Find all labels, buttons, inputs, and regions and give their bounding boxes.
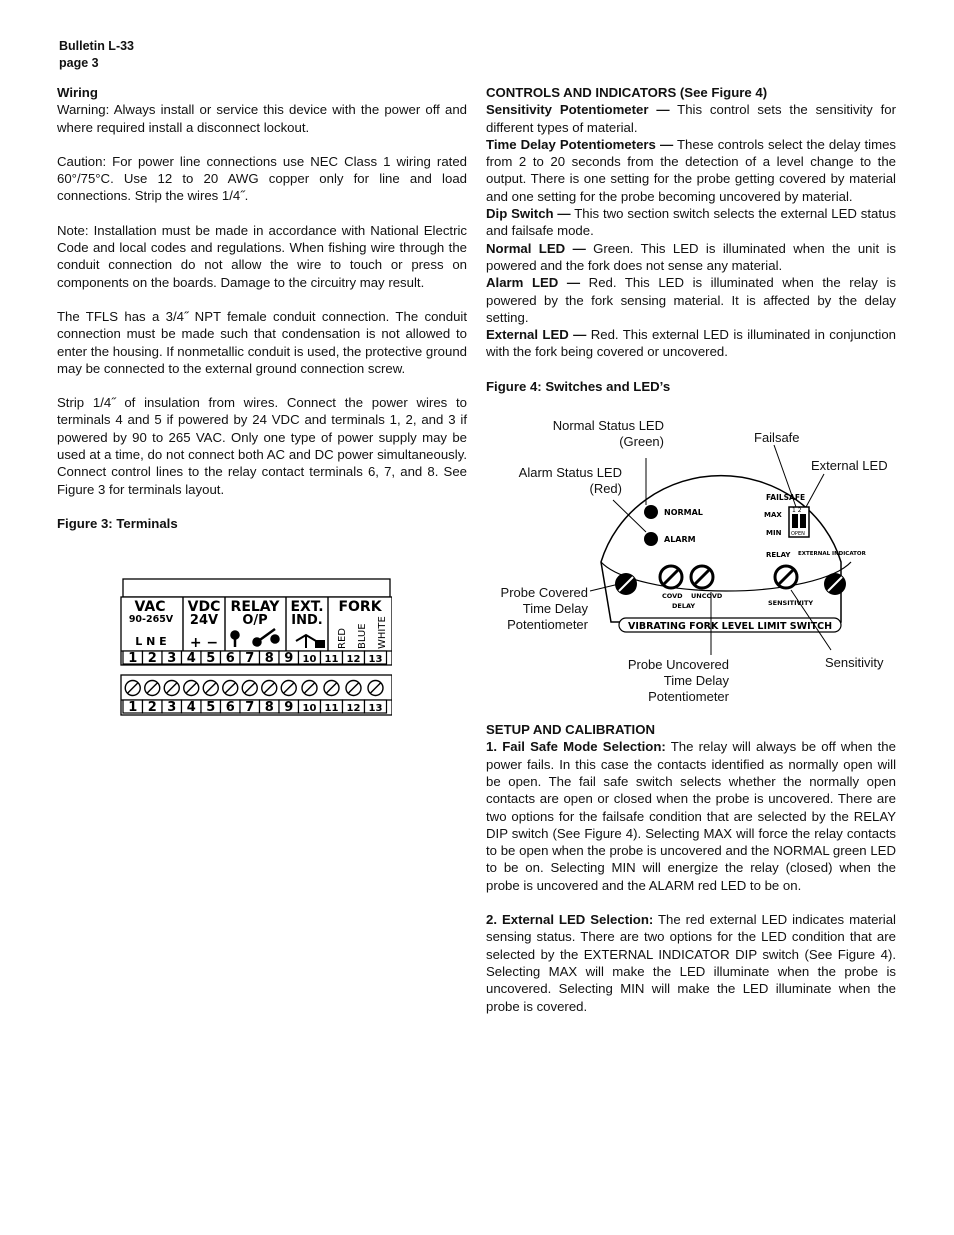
terminal-top-number: 6 bbox=[225, 651, 235, 666]
svg-text:FAILSAFE: FAILSAFE bbox=[766, 493, 806, 502]
vdc-volt: 24V bbox=[189, 613, 219, 628]
terminal-bottom-number: 2 bbox=[147, 700, 157, 715]
fork-label: FORK bbox=[338, 599, 382, 615]
svg-text:ALARM: ALARM bbox=[664, 535, 696, 544]
figure4-caption: Figure 4: Switches and LED’s bbox=[486, 378, 671, 394]
normal-led-label: Normal Status LED (Green) bbox=[552, 418, 664, 449]
terminal-bottom-number: 4 bbox=[186, 700, 196, 715]
alarm-led-label: Alarm Status LED (Red) bbox=[518, 465, 622, 496]
probe-covered-pot-icon bbox=[660, 566, 682, 588]
page-number: page 3 bbox=[59, 55, 99, 70]
probe-covered-label: Probe Covered Time Delay Potentiometer bbox=[500, 585, 588, 632]
terminal-bottom-number: 1 bbox=[128, 700, 138, 715]
svg-text:1 2: 1 2 bbox=[792, 507, 802, 514]
terminal-top-number: 9 bbox=[284, 651, 294, 666]
terminal-top-number: 8 bbox=[264, 651, 274, 666]
setup-failsafe: 1. Fail Safe Mode Selection: The relay will always be off when the power fails. In this case the contacts identified as normally open will be open. The fail safe switch selects whether the normally open contacts are open or closed when the probe is uncovered. There are two options for the failsafe condition that are selected by the RELAY DIP switch (See Figure 4). Selecting MAX will force the relay contacts to be open when the probe is uncovered and the NORMAL green LED to be on. Selecting MIN will energize the relay (closed) when the probe is uncovered and the ALARM red LED to be on. bbox=[486, 739, 896, 893]
vac-label: VAC bbox=[134, 599, 166, 615]
right-screw-icon bbox=[824, 573, 846, 595]
vdc-marks: + − bbox=[189, 635, 219, 651]
svg-text:SENSITIVITY: SENSITIVITY bbox=[768, 599, 814, 607]
terminal-top-number: 3 bbox=[167, 651, 177, 666]
wiring-heading: Wiring bbox=[57, 85, 98, 100]
sensitivity-label: Sensitivity bbox=[825, 655, 884, 670]
terminal-bottom-number: 11 bbox=[324, 703, 339, 714]
probe-uncovered-label: Probe Uncovered Time Delay Potentiometer bbox=[627, 657, 729, 704]
terminal-top-number: 7 bbox=[245, 651, 255, 666]
vac-marks: L N E bbox=[135, 635, 167, 648]
svg-text:NORMAL: NORMAL bbox=[664, 508, 703, 517]
ext-sub: IND. bbox=[291, 613, 323, 628]
svg-text:MAX: MAX bbox=[764, 511, 782, 519]
terminal-top-number: 11 bbox=[324, 654, 339, 665]
control-sensitivity: Sensitivity Potentiometer — This control sets the sensitivity for different types of material. bbox=[486, 102, 897, 135]
svg-text:DELAY: DELAY bbox=[672, 602, 696, 610]
setup-heading: SETUP AND CALIBRATION bbox=[486, 722, 655, 738]
normal-led-icon bbox=[644, 505, 658, 519]
terminal-bottom-number: 9 bbox=[284, 700, 294, 715]
page-header bbox=[59, 38, 134, 71]
svg-text:EXTERNAL INDICATOR: EXTERNAL INDICATOR bbox=[798, 551, 866, 557]
setup-external-led: 2. External LED Selection: The red external LED indicates material sensing status. There are two options for the LED condition that are selected by the EXTERNAL INDICATOR DIP switch (See Figure 4). Selecting MAX will make the LED illuminate when the probe is uncovered. Selecting MIN will make the LED illuminate when the probe is covered. bbox=[486, 912, 896, 1014]
terminal-top-number: 5 bbox=[206, 651, 216, 666]
terminal-top-number: 12 bbox=[346, 654, 361, 665]
external-led-label: External LED bbox=[811, 458, 888, 473]
alarm-led-icon bbox=[644, 532, 658, 546]
terminal-bottom-number: 13 bbox=[368, 703, 383, 714]
terminal-bottom-number: 8 bbox=[264, 700, 274, 715]
svg-text:OPEN: OPEN bbox=[791, 531, 805, 537]
relay-sub: O/P bbox=[242, 613, 268, 628]
svg-text:UNCOVD: UNCOVD bbox=[691, 592, 723, 600]
ext-label: EXT. bbox=[290, 599, 324, 615]
terminal-top-number: 2 bbox=[147, 651, 157, 666]
strip-paragraph: Strip 1/4˝ of insulation from wires. Connect the power wires to terminals 4 and 5 if powered by 24 VDC and terminals 1, 2, and 3 if powered by 90 to 265 VAC. Only one type of power supply may be used at a time, do not connect both AC and DC power simultaneously. Connect control lines to the relay contact terminals 6, 7, and 8. See Figure 3 for terminals layout. bbox=[57, 395, 467, 497]
bulletin-number: Bulletin L-33 bbox=[59, 39, 135, 53]
figure3-caption: Figure 3: Terminals bbox=[57, 515, 178, 531]
switches-led-diagram bbox=[486, 412, 906, 712]
svg-text:VIBRATING FORK LEVEL LIMIT SWI: VIBRATING FORK LEVEL LIMIT SWITCH bbox=[627, 621, 833, 632]
terminal-bottom-number: 3 bbox=[167, 700, 177, 715]
vac-range: 90-265V bbox=[128, 614, 174, 625]
failsafe-label: Failsafe bbox=[754, 430, 800, 445]
terminal-top-number: 4 bbox=[186, 651, 196, 666]
control-external-led: External LED — Red. This external LED is illuminated in conjunction with the fork being covered or uncovered. bbox=[486, 327, 896, 360]
terminal-top-number: 1 bbox=[128, 651, 138, 666]
fork-wire-blue: BLUE bbox=[357, 623, 368, 649]
fork-wire-red: RED bbox=[337, 628, 348, 649]
svg-text:MIN: MIN bbox=[766, 529, 782, 537]
terminal-bottom-number: 12 bbox=[346, 703, 361, 714]
wiring-warning: Warning: Always install or service this device with the power off and where required install a disconnect lockout. bbox=[57, 102, 467, 135]
terminal-bottom-number: 7 bbox=[245, 700, 255, 715]
conduit-paragraph: The TFLS has a 3/4˝ NPT female conduit connection. The conduit connection must be made such that condensation is not allowed to enter the housing. If nonmetallic conduit is used, the protective ground may be connected to the external ground connection screw. bbox=[57, 308, 467, 376]
terminal-bottom-number: 6 bbox=[225, 700, 235, 715]
fork-wire-white: WHITE bbox=[377, 616, 388, 649]
relay-label: RELAY bbox=[230, 599, 280, 615]
probe-uncovered-pot-icon bbox=[691, 566, 713, 588]
left-column bbox=[57, 84, 467, 532]
terminal-bottom-number: 5 bbox=[206, 700, 216, 715]
vdc-label: VDC bbox=[187, 599, 221, 615]
terminals-diagram bbox=[120, 577, 392, 717]
sensitivity-pot-icon bbox=[775, 566, 797, 588]
control-dip-switch: Dip Switch — This two section switch selects the external LED status and failsafe mode. bbox=[486, 206, 896, 239]
controls-heading: CONTROLS AND INDICATORS (See Figure 4) bbox=[486, 85, 768, 100]
svg-text:RELAY: RELAY bbox=[766, 551, 791, 559]
terminal-top-number: 10 bbox=[302, 654, 317, 665]
terminal-top-number: 13 bbox=[368, 654, 383, 665]
svg-text:COVD: COVD bbox=[662, 592, 683, 600]
control-normal-led: Normal LED — Green. This LED is illuminated when the unit is powered and the fork does not sense any material. bbox=[486, 240, 897, 273]
wiring-caution: Caution: For power line connections use NEC Class 1 wiring rated 60°/75°C. Use 12 to 20 AWG copper only for line and load connections. Strip the wires 1/4˝. bbox=[57, 153, 467, 204]
control-time-delay: Time Delay Potentiometers — These controls select the delay times from 2 to 20 seconds from the detection of a level change to the output. There is one setting for the probe getting covered by material and one setting for the probe becoming uncovered by material. bbox=[486, 136, 896, 204]
control-alarm-led: Alarm LED — Red. This LED is illuminated when the relay is powered by the fork sensing material. It is affected by the delay setting. bbox=[486, 275, 896, 325]
terminal-bottom-number: 10 bbox=[302, 703, 317, 714]
wiring-note: Note: Installation must be made in accordance with National Electric Code and local codes and regulations. When fishing wire through the conduit connection do not allow the wire to touch or press on components on the boards. Damage to the circuitry may result. bbox=[57, 222, 467, 290]
